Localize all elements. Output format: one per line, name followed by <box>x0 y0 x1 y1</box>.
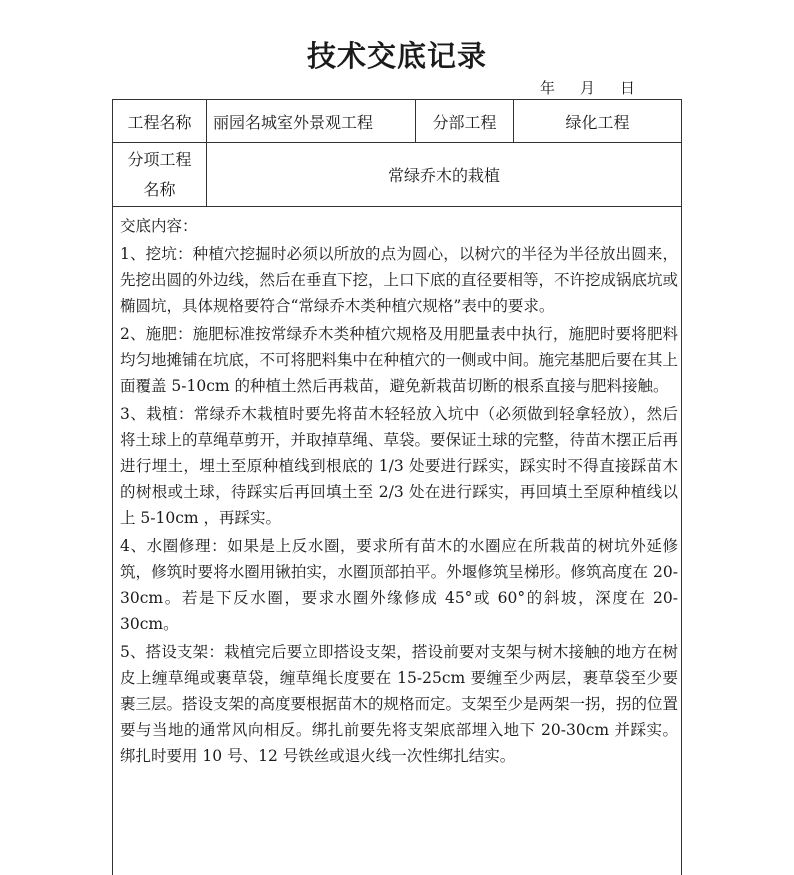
subitem-row <box>113 143 681 207</box>
content-paragraph-5: 5、搭设支架：栽植完后要立即搭设支架，搭设前要对支架与树木接触的地方在树皮上缠草绳或裹草袋，缠草绳长度要在 15-25cm 要缠至少两层，裹草袋至少要裹三层。搭设支架的高度要根据苗木的规格而定。支架至少是两架一拐，拐的位置要与当地的通常风向相反。绑扎前要先将支架底部埋入地下 20-30cm 并踩实。绑扎时要用 10 号、12 号铁丝或退火线一次性绑扎结实。 <box>120 643 679 765</box>
subitem-name-label <box>113 143 206 206</box>
disclosure-content <box>120 213 678 771</box>
subitem-label-line2: 名称 <box>143 179 176 199</box>
content-paragraph-1: 1、挖坑：种植穴挖掘时必须以所放的点为圆心，以树穴的半径为半径放出圆来，先挖出圆的外边线，然后在垂直下挖，上口下底的直径要相等，不许挖成锅底坑或椭圆坑，具体规格要符合“常绿乔木类种植穴规格”表中的要求。 <box>120 245 679 315</box>
content-heading: 交底内容： <box>120 217 198 235</box>
record-table <box>112 99 682 875</box>
subitem-name-value: 常绿乔木的栽植 <box>387 166 500 185</box>
page-title: 技术交底记录 <box>306 39 487 73</box>
project-name-label: 工程名称 <box>127 112 192 132</box>
division-label: 分部工程 <box>432 112 497 132</box>
subitem-label-line1: 分项工程 <box>127 149 192 169</box>
project-row <box>113 100 681 143</box>
division-value: 绿化工程 <box>565 112 630 132</box>
project-name-value: 丽园名城室外景观工程 <box>213 112 374 132</box>
date-year-label: 年 <box>540 79 556 97</box>
content-paragraph-2: 2、施肥：施肥标准按常绿乔木类种植穴规格及用肥量表中执行，施肥时要将肥料均匀地摊铺在坑底，不可将肥料集中在种植穴的一侧或中间。施完基肥后要在其上面覆盖 5-10cm 的种植土然后再栽苗，避免新栽苗切断的根系直接与肥料接触。 <box>120 325 679 395</box>
content-paragraph-4: 4、水圈修理：如果是上反水圈，要求所有苗木的水圈应在所栽苗的树坑外延修筑，修筑时要将水圈用锹拍实，水圈顶部拍平。外堰修筑呈梯形。修筑高度在 20-30cm。若是下反水圈，要求水圈外缘修成 45°或 60°的斜坡，深度在 20-30cm。 <box>120 537 678 633</box>
content-paragraph-3: 3、栽植：常绿乔木栽植时要先将苗木轻轻放入坑中（必须做到轻拿轻放），然后将土球上的草绳草剪开，并取掉草绳、草袋。要保证土球的完整，待苗木摆正后再进行埋土，埋土至原种植线到根底的 1/3 处要进行踩实，踩实时不得直接踩苗木的树根或土球，待踩实后再回填土至 2/3 处在进行踩实，再回填土至原种植线以上 5-10cm ，再踩实。 <box>120 405 679 527</box>
date-day-label: 日 <box>620 79 636 97</box>
date-month-label: 月 <box>580 79 596 97</box>
